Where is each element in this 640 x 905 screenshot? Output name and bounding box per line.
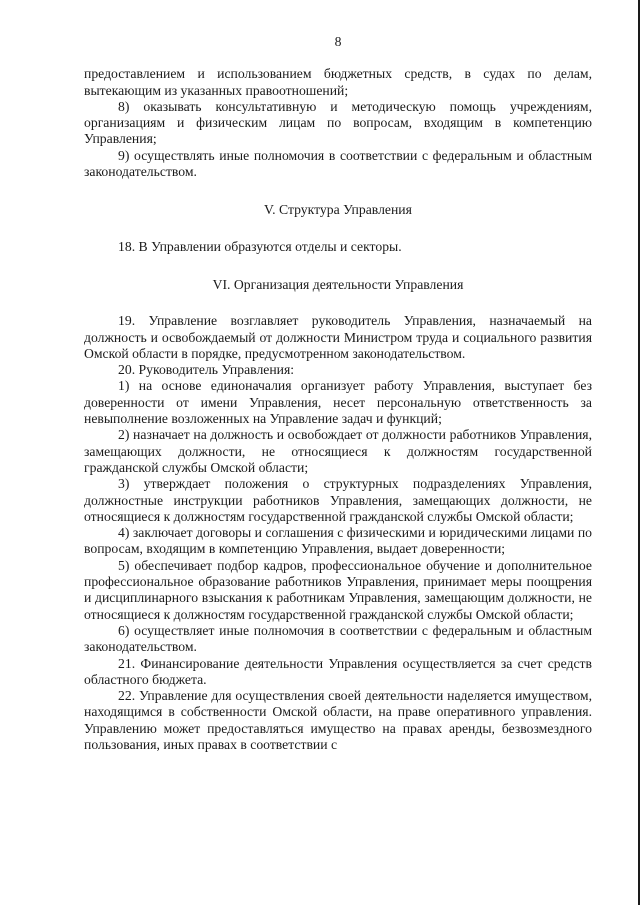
paragraph-22: 22. Управление для осуществления своей деятельности наделяется имуществом, находящимся в собственности Омской области, на праве оперативного управления. Управлению может предоставляться имущество на правах аренды, безвозмездного пользования, иных правах в соответствии с <box>84 688 592 752</box>
paragraph-20-item-3: 3) утверждает положения о структурных подразделениях Управления, должностные инструкции работников Управления, замещающих должности, не относящиеся к должностям государственной гражданской службы Омской области; <box>84 476 592 524</box>
paragraph-19: 19. Управление возглавляет руководитель Управления, назначаемый на должность и освобождаемый от должности Министром труда и социального развития Омской области в порядке, предусмотренном законодательством. <box>84 313 592 361</box>
paragraph-item-9: 9) осуществлять иные полномочия в соответствии с федеральным и областным законодательством. <box>84 147 592 180</box>
paragraph-21: 21. Финансирование деятельности Управления осуществляется за счет средств областного бюджета. <box>84 655 592 687</box>
paragraph-20-item-1: 1) на основе единоначалия организует работу Управления, выступает без доверенности от имени Управления, несет персональную ответственность за невыполнение возложенных на Управление задач и функций; <box>84 378 592 427</box>
section-heading-structure: V. Структура Управления <box>264 202 412 218</box>
page-number: 8 <box>334 34 342 49</box>
paragraph-continuation: предоставлением и использованием бюджетных средств, в судах по делам, вытекающим из указанных правоотношений; <box>84 66 592 98</box>
paragraph-20-item-4: 4) заключает договоры и соглашения с физическими и юридическими лицами по вопросам, входящим в компетенцию Управления, выдает доверенности; <box>84 525 592 557</box>
paragraph-20-item-6: 6) осуществляет иные полномочия в соответствии с федеральным и областным законодательством. <box>84 622 592 655</box>
section-heading-organization: VI. Организация деятельности Управления <box>212 276 464 292</box>
paragraph-20-item-5: 5) обеспечивает подбор кадров, профессиональное обучение и дополнительное профессиональное образование работников Управления, принимает меры поощрения и дисциплинарного взыскания к работникам Управления, замещающим должности, не относящиеся к должностям государственной гражданской службы Омской области; <box>84 557 592 622</box>
paragraph-item-8: 8) оказывать консультативную и методическую помощь учреждениям, организациям и физическим лицам по вопросам, входящим в компетенцию Управления; <box>84 98 592 147</box>
paragraph-18: 18. В Управлении образуются отделы и секторы. <box>118 238 402 254</box>
paragraph-20-item-2: 2) назначает на должность и освобождает от должности работников Управления, замещающих должности, не относящиеся к должностям государственной гражданской службы Омской области; <box>84 427 592 475</box>
paragraph-20: 20. Руководитель Управления: <box>118 362 295 378</box>
